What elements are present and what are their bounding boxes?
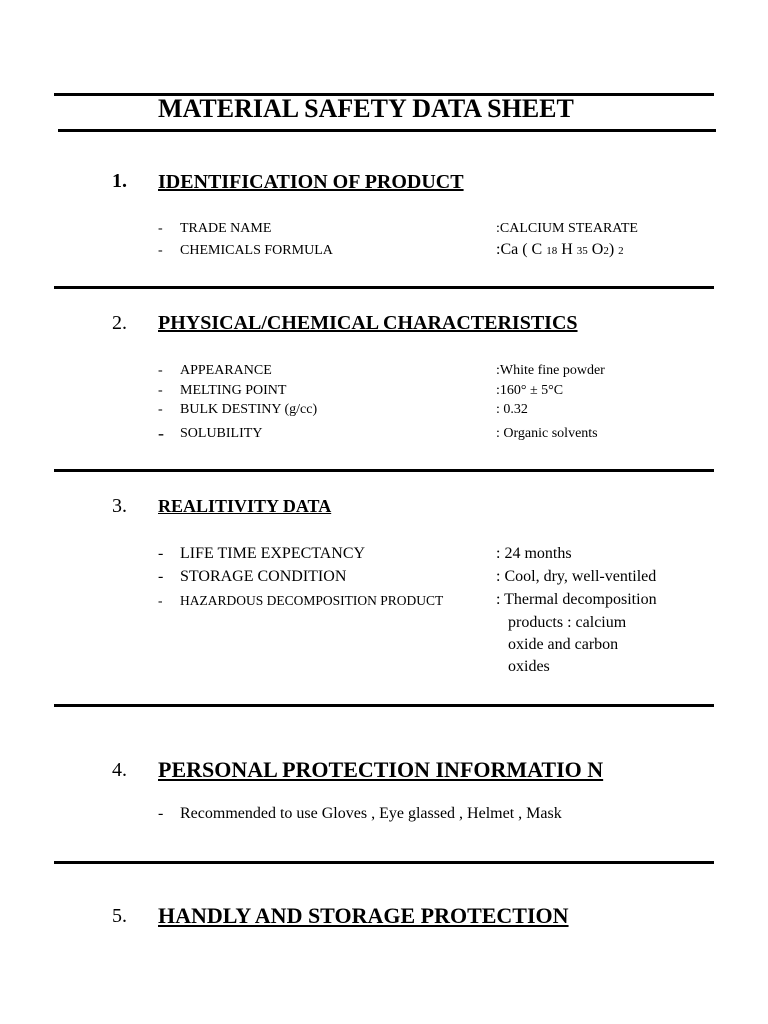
title-bottom-rule (58, 129, 716, 132)
item-value: : 0.32 (496, 402, 528, 417)
item-value-continuation: oxides (508, 658, 550, 675)
bullet-dash: - (158, 383, 163, 398)
item-label: CHEMICALS FORMULA (180, 243, 333, 258)
section-number: 4. (112, 759, 127, 781)
bullet-dash: - (158, 221, 163, 236)
item-value-continuation: oxide and carbon (508, 636, 619, 653)
item-label: LIFE TIME EXPECTANCY (180, 545, 366, 562)
page-title: MATERIAL SAFETY DATA SHEET (158, 94, 574, 123)
section-number: 3. (112, 495, 127, 517)
chemical-formula (496, 241, 624, 259)
item-value: :160° ± 5°C (496, 383, 564, 398)
section-number: 2. (112, 312, 127, 334)
formula-subscript: 35 (576, 245, 588, 257)
section-divider (54, 469, 714, 472)
formula-part: H (557, 241, 577, 258)
bullet-dash: - (158, 593, 163, 608)
item-label: BULK DESTINY (g/cc) (180, 402, 318, 417)
section-number: 5. (112, 905, 127, 927)
formula-part: O (587, 241, 604, 258)
bullet-dash: - (158, 805, 164, 822)
item-value: : Thermal decomposition (496, 591, 657, 608)
section-title: PHYSICAL/CHEMICAL CHARACTERISTICS (158, 312, 578, 334)
item-value-continuation: products : calcium (508, 614, 627, 631)
bullet-dash: - (158, 243, 163, 258)
item-label: APPEARANCE (180, 363, 272, 378)
item-label: SOLUBILITY (180, 426, 263, 441)
item-value: :White fine powder (496, 363, 605, 378)
bullet-dash: - (158, 423, 164, 443)
section-divider (54, 704, 714, 707)
item-label: Recommended to use Gloves , Eye glassed , Helmet , Mask (180, 805, 562, 822)
section-title: IDENTIFICATION OF PRODUCT (158, 171, 464, 193)
section-title: REALITIVITY DATA (158, 496, 332, 516)
item-value: : Organic solvents (496, 426, 598, 441)
section-title: HANDLY AND STORAGE PROTECTION (158, 903, 569, 928)
section-number: 1. (112, 170, 127, 192)
bullet-dash: - (158, 402, 163, 417)
section-title: PERSONAL PROTECTION INFORMATIO N (158, 757, 604, 782)
bullet-dash: - (158, 363, 163, 378)
formula-part: :Ca ( C (496, 241, 547, 258)
item-value: :CALCIUM STEARATE (496, 221, 638, 236)
formula-part: ) (608, 241, 619, 258)
section-divider (54, 286, 714, 289)
formula-subscript: 2 (603, 245, 609, 257)
item-label: TRADE NAME (180, 221, 272, 236)
item-value: : Cool, dry, well-ventiled (496, 568, 657, 585)
formula-subscript: 2 (618, 245, 624, 257)
bullet-dash: - (158, 545, 164, 562)
item-label: STORAGE CONDITION (180, 568, 347, 585)
item-label: HAZARDOUS DECOMPOSITION PRODUCT (180, 593, 444, 608)
item-label: MELTING POINT (180, 383, 287, 398)
bullet-dash: - (158, 568, 164, 585)
formula-subscript: 18 (546, 245, 558, 257)
item-value: : 24 months (496, 545, 572, 562)
section-divider (54, 861, 714, 864)
